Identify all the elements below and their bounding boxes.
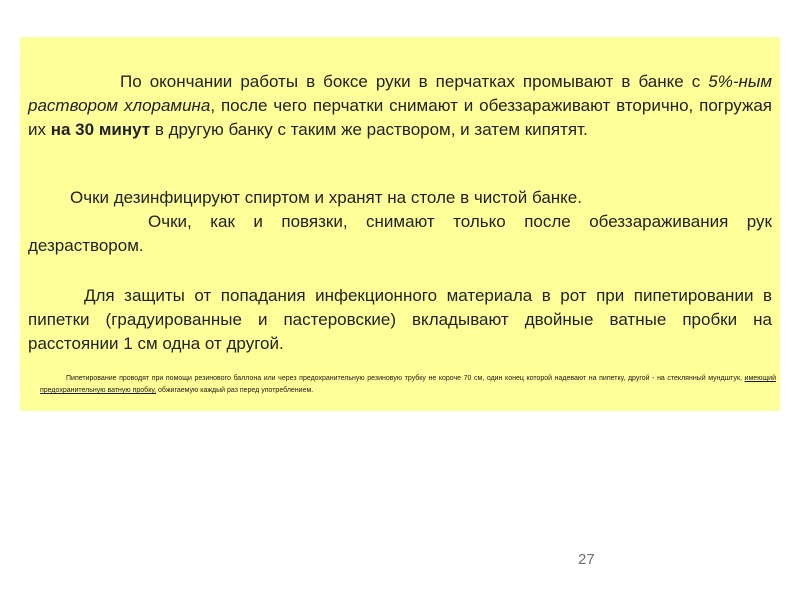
p1-text-italic: 5%-ным раствором хлорамина [28,72,772,115]
p4-text-3: обжигаемую каждый раз перед употреблением. [156,387,314,394]
paragraph-footnote [40,373,776,397]
p2-line-2: Очки, как и повязки, снимают только после обеззараживания рук дезраствором. [28,212,772,255]
page-number: 27 [578,551,595,568]
p1-text-3: , после чего перчатки снимают и обеззараживают вторично, погружая их [28,96,772,139]
paragraph-gloves [28,70,772,142]
paragraph-glasses [28,186,772,258]
p2-line-1: Очки дезинфицируют спиртом и хранят на столе в чистой банке. [70,188,582,207]
p4-text-underlined: имеющий предохранительную ватную пробку, [40,375,776,394]
p1-text-5: в другую банку с таким же раствором, и затем кипятят. [150,120,588,139]
p1-text-1: По окончании работы в боксе руки в перчатках промывают в банке с [120,72,709,91]
p4-text-1: Пипетирование проводят при помощи резинового баллона или через предохранительную резиновую трубку не короче 70 см, один конец которой надевают на пипетку, другой - на стеклянный мундштук, [66,375,745,382]
p3-text: Для защиты от попадания инфекционного материала в рот при пипетировании в пипетки (градуированные и пастеровские) вкладывают двойные ватные пробки на расстоянии 1 см одна от другой. [28,286,772,353]
p1-text-bold: на 30 минут [50,120,151,139]
paragraph-pipetting [28,284,772,356]
